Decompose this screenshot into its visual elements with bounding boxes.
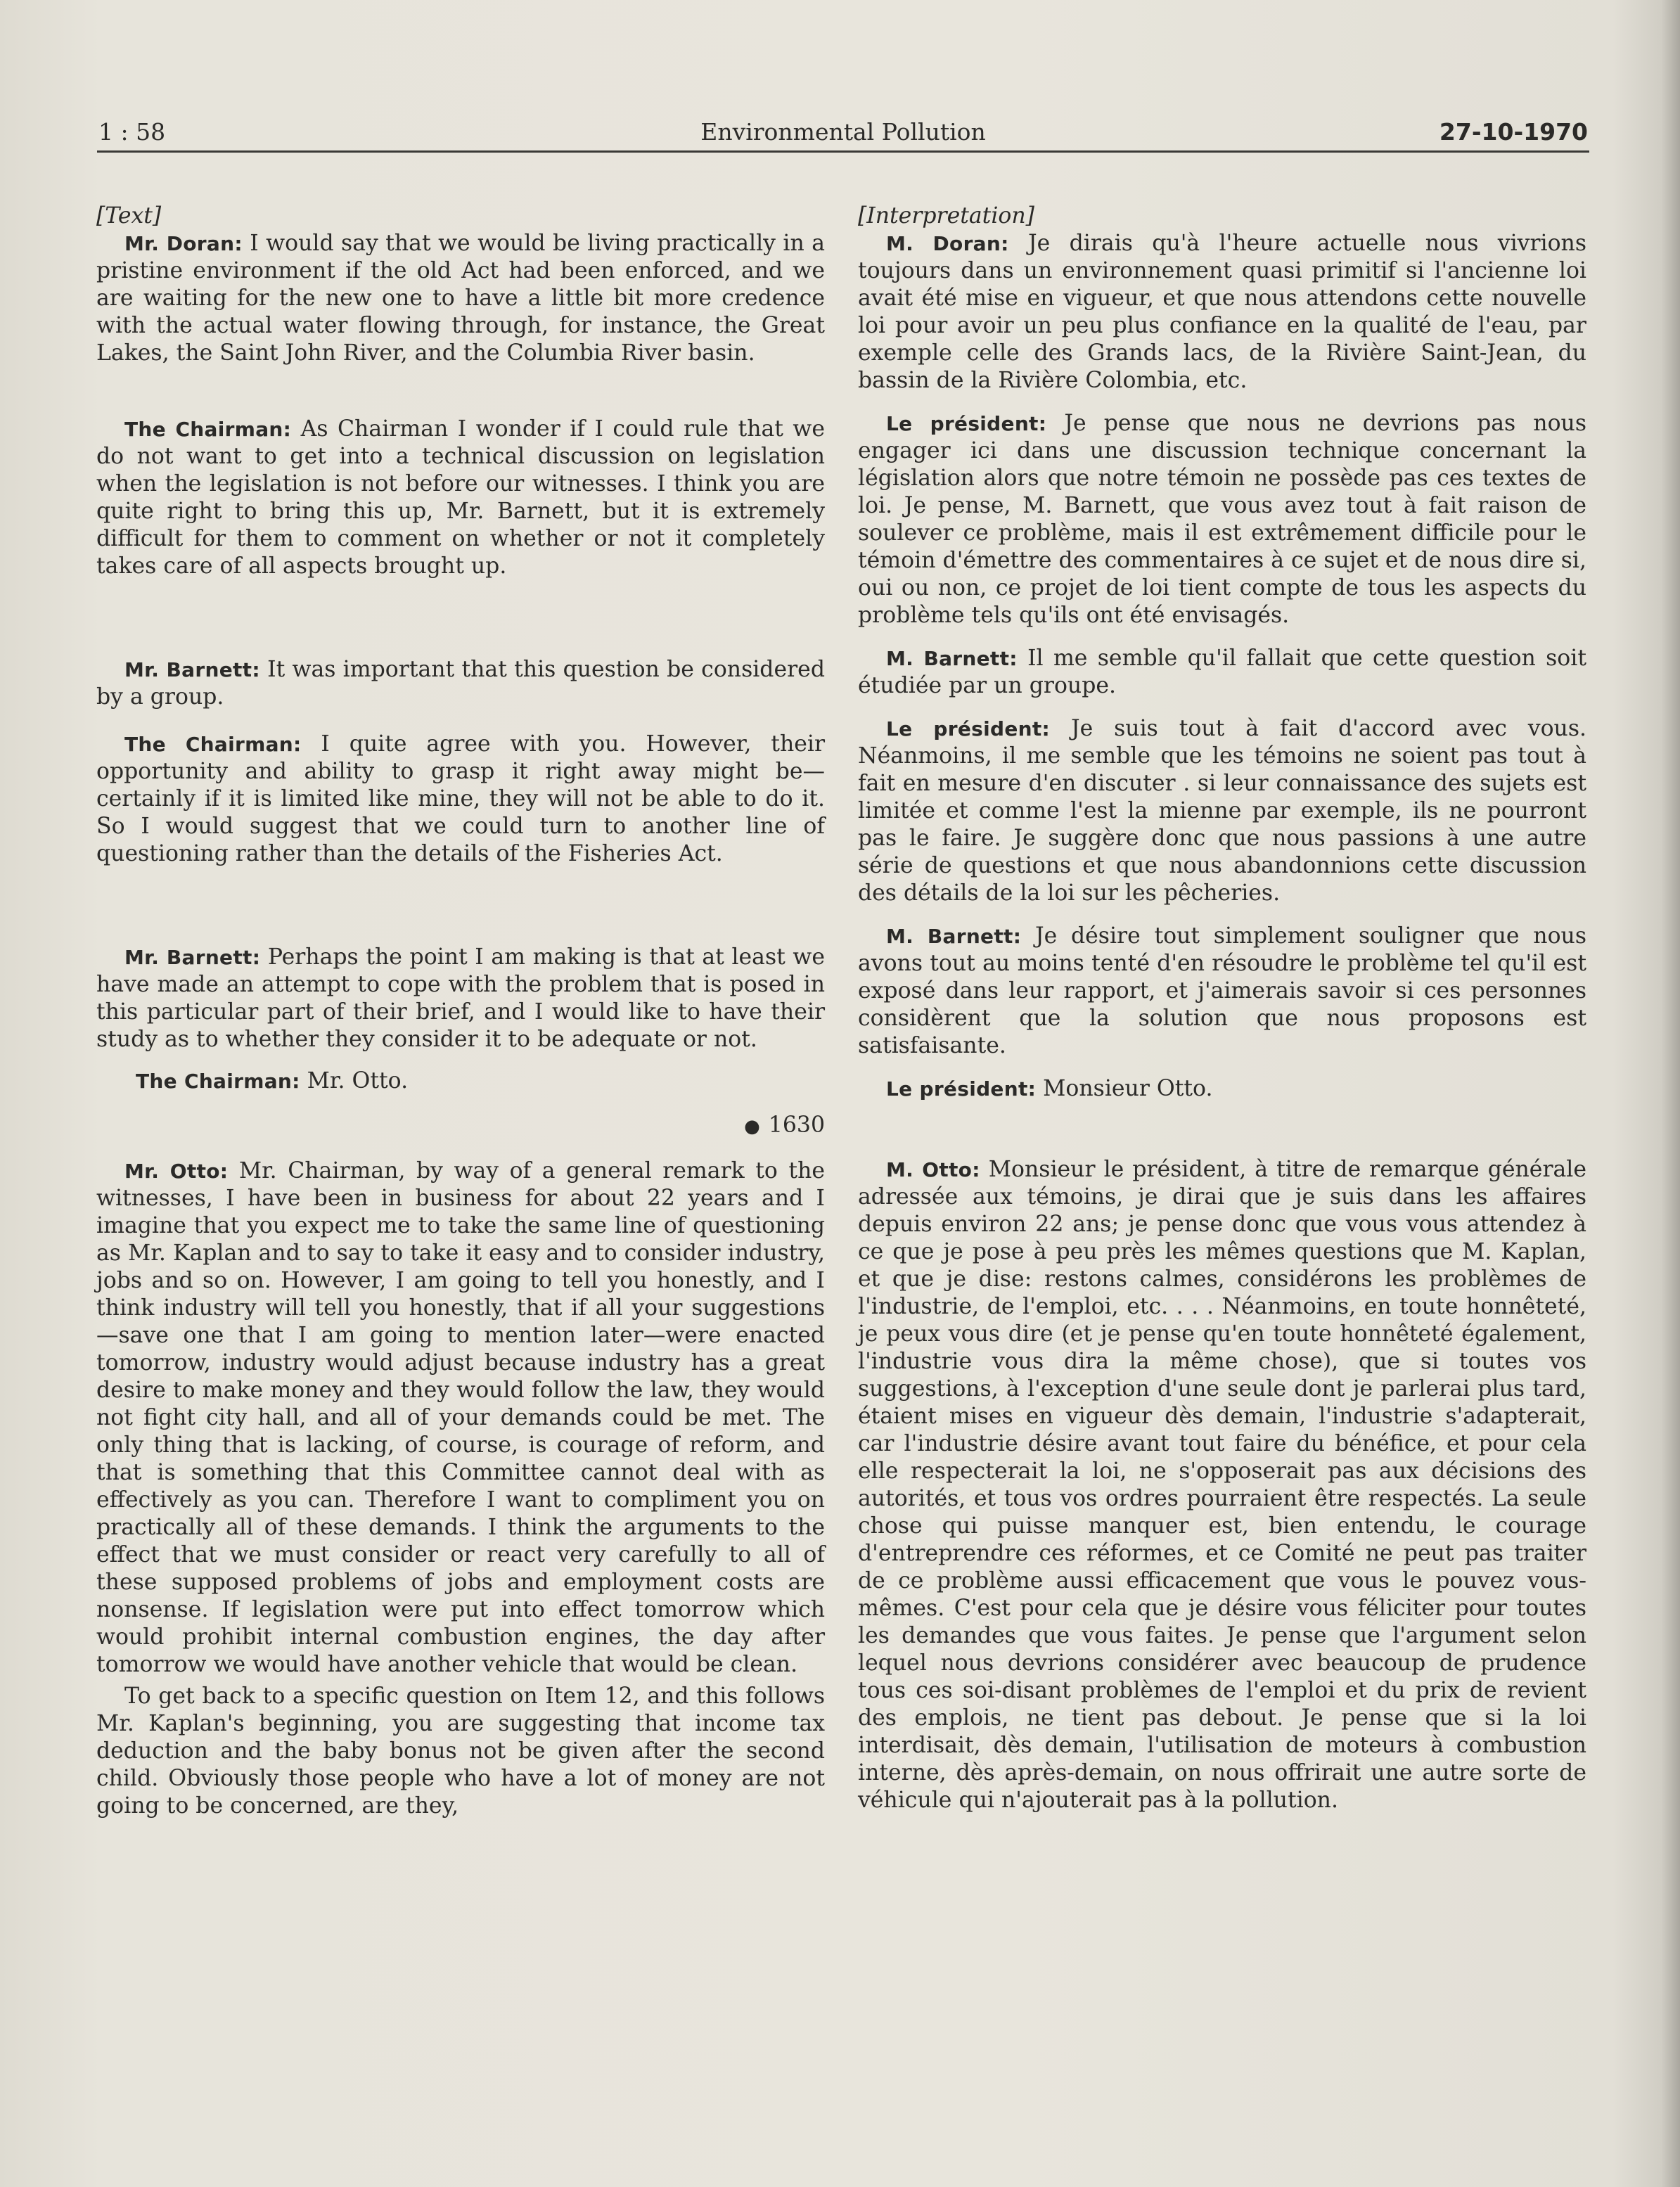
paragraph-text: It was important that this question be considered by a group. bbox=[96, 657, 825, 710]
paragraph-chairman-2 bbox=[96, 731, 825, 868]
paragraph-text: Monsieur Otto. bbox=[1036, 1076, 1213, 1101]
speaker-label: Mr. Barnett: bbox=[124, 658, 260, 681]
speaker-label: Mr. Barnett: bbox=[124, 946, 261, 969]
paragraph-otto-fr bbox=[858, 1156, 1586, 1814]
speaker-label: The Chairman: bbox=[124, 418, 292, 441]
speaker-label: M. Otto: bbox=[886, 1158, 980, 1181]
page-number: 1 : 58 bbox=[98, 118, 166, 146]
time-marker bbox=[96, 1112, 825, 1141]
speaker-label: Le président: bbox=[886, 412, 1047, 435]
speaker-label: Le président: bbox=[886, 1077, 1037, 1101]
speaker-label: M. Barnett: bbox=[886, 647, 1018, 670]
speaker-label: The Chairman: bbox=[124, 733, 302, 756]
text-tag: [Text] bbox=[96, 203, 162, 229]
header-date: 27-10-1970 bbox=[1439, 118, 1588, 146]
english-column bbox=[96, 203, 825, 1820]
paragraph-text: Je suis tout à fait d'accord avec vous. Néanmoins, il me semble que les témoins ne soient pas tout à fait en mesure d'en discuter . si leur connaissance des sujets est limitée et comme l'est la mienne par exemple, ils ne pourront pas le faire. Je suggère donc que nous passions à une autre série de questions et que nous abandonnions cette discussion des détails de la loi sur les pêcheries. bbox=[858, 716, 1587, 906]
interpretation-tag: [Interpretation] bbox=[858, 203, 1034, 229]
paragraph-barnett-1 bbox=[96, 656, 825, 711]
speaker-label: Le président: bbox=[886, 717, 1051, 740]
paragraph-doran-fr bbox=[858, 230, 1586, 395]
time-marker-text: 1630 bbox=[768, 1112, 825, 1138]
paragraph-barnett-1-fr bbox=[858, 645, 1586, 700]
paragraph-president-1 bbox=[858, 410, 1586, 629]
paragraph-text: Mr. Otto. bbox=[300, 1068, 409, 1094]
paragraph-text: Il me semble qu'il fallait que cette question soit étudiée par un groupe. bbox=[858, 646, 1587, 698]
french-column bbox=[858, 203, 1586, 1814]
paragraph-text: Je dirais qu'à l'heure actuelle nous vivrions toujours dans un environnement quasi primitif si l'ancienne loi avait été mise en vigueur, et que nous attendons cette nouvelle loi pour avoir un peu plus confiance en la qualité de l'eau, par exemple celle des Grands lacs, de la Rivière Saint-Jean, du bassin de la Rivière Colombia, etc. bbox=[858, 231, 1587, 393]
page-edge bbox=[1662, 0, 1680, 2187]
paragraph-president-3 bbox=[858, 1075, 1586, 1103]
speaker-label: The Chairman: bbox=[136, 1070, 300, 1093]
paragraph-text: To get back to a specific question on Item 12, and this follows Mr. Kaplan's beginning, you are suggesting that income tax deduction and the baby bonus not be given after the second child. Obviously those people who have a lot of money are not going to be concerned, are they, bbox=[96, 1683, 825, 1819]
paragraph-text: Monsieur le président, à titre de remarque générale adressée aux témoins, je dirai que je suis dans les affaires depuis environ 22 ans; je pense donc que vous vous attendez à ce que je pose à peu près les mêmes questions que M. Kaplan, et que je dise: restons calmes, considérons les problèmes de l'industrie, de l'emploi, etc. . . . Néanmoins, en toute honnêteté, je peux vous dire (et je pense qu'en toute honnêteté également, l'industrie vous dira la même chose), que si toutes vos suggestions, à l'exception d'une seule dont je parlerai plus tard, étaient mises en vigueur dès demain, l'industrie s'adapterait, car l'industrie désire avant tout faire du bénéfice, et pour cela elle respecterait la loi, ne s'opposerait pas aux décisions des autorités, et tous vos ordres pourraient être respectés. La seule chose qui puisse manquer est, bien entendu, le courage d'entreprendre ces réformes, et ce Comité ne peut pas traiter de ce problème aussi efficacement que vous le pouvez vous-mêmes. C'est pour cela que je désire vous féliciter pour toutes les demandes que vous faites. Je pense que l'argument selon lequel nous devrions considérer avec beaucoup de prudence tous ces soi-disant problèmes de l'emploi et du prix de revient des emplois, ne tient pas debout. Je pense que si la loi interdisait, dès demain, l'utilisation de moteurs à combustion interne, dès après-demain, on nous offrirait une autre sorte de véhicule qui n'ajouterait pas à la pollution. bbox=[858, 1157, 1587, 1813]
paragraph-chairman-3 bbox=[96, 1067, 825, 1095]
paragraph-text: As Chairman I wonder if I could rule that we do not want to get into a technical discussion on legislation when the legislation is not before our witnesses. I think you are quite right to bring this up, Mr. Barnett, but it is extremely difficult for them to comment on whether or not it completely takes care of all aspects brought up. bbox=[96, 416, 826, 579]
paragraph-otto bbox=[96, 1157, 825, 1679]
bullet-icon: ● bbox=[744, 1116, 760, 1137]
speaker-label: Mr. Otto: bbox=[124, 1160, 229, 1183]
paragraph-text: Je pense que nous ne devrions pas nous engager ici dans une discussion technique concernant la législation alors que notre témoin ne possède pas ces textes de loi. Je pense, M. Barnett, que vous avez tout à fait raison de soulever ce problème, mais il est extrêmement difficile pour le témoin d'émettre des commentaires à ce sujet et de nous dire si, oui ou non, ce projet de loi tient compte de tous les aspects du problème tels qu'ils ont été envisagés. bbox=[858, 411, 1586, 628]
paragraph-barnett-2 bbox=[96, 944, 825, 1053]
paragraph-barnett-2-fr bbox=[858, 923, 1586, 1060]
paragraph-president-2 bbox=[858, 715, 1586, 907]
speaker-label: Mr. Doran: bbox=[124, 232, 243, 255]
speaker-label: M. Doran: bbox=[886, 232, 1009, 255]
paragraph-text: I quite agree with you. However, their opportunity and ability to grasp it right away might be—certainly if it is limited like mine, they will not be able to do it. So I would suggest that we could turn to another line of questioning rather than the details of the Fisheries Act. bbox=[96, 731, 825, 866]
paragraph-text: Je désire tout simplement souligner que nous avons tout au moins tenté d'en résoudre le problème tel qu'il est exposé dans leur rapport, et j'aimerais savoir si ces personnes considèrent que la solution que nous proposons est satisfaisante. bbox=[858, 923, 1586, 1058]
paragraph-text: I would say that we would be living practically in a pristine environment if the old Act had been enforced, and we are waiting for the new one to have a little bit more credence with the actual water flowing through, for instance, the Great Lakes, the Saint John River, and the Columbia River basin. bbox=[96, 231, 825, 366]
running-title: Environmental Pollution bbox=[700, 118, 986, 146]
paragraph-otto-continued bbox=[96, 1683, 825, 1820]
paragraph-text: Perhaps the point I am making is that at least we have made an attempt to cope with the problem that is posed in this particular part of their brief, and I would like to have their study as to whether they consider it to be adequate or not. bbox=[96, 944, 825, 1052]
paragraph-chairman-1 bbox=[96, 416, 825, 580]
page-header bbox=[97, 118, 1589, 153]
paragraph-text: Mr. Chairman, by way of a general remark to the witnesses, I have been in business for about 22 years and I imagine that you expect me to take the same line of questioning as Mr. Kaplan and to say to take it easy and to consider industry, jobs and so on. However, I am going to tell you honestly, and I think industry will tell you honestly, that if all your suggestions—save one that I am going to mention later—were enacted tomorrow, industry would adjust because industry has a great desire to make money and they would follow the law, they would not fight city hall, and all of your demands could be met. The only thing that is lacking, of course, is courage of reform, and that is something that this Committee cannot deal with as effectively as you can. Therefore I want to compliment you on practically all of these demands. I think the arguments to the effect that we must consider or react very carefully to all of these supposed problems of jobs and employment costs are nonsense. If legislation were put into effect tomorrow which would prohibit internal combustion engines, the day after tomorrow we would have another vehicle that would be clean. bbox=[96, 1158, 825, 1677]
paragraph-doran bbox=[96, 230, 825, 367]
speaker-label: M. Barnett: bbox=[886, 925, 1022, 948]
